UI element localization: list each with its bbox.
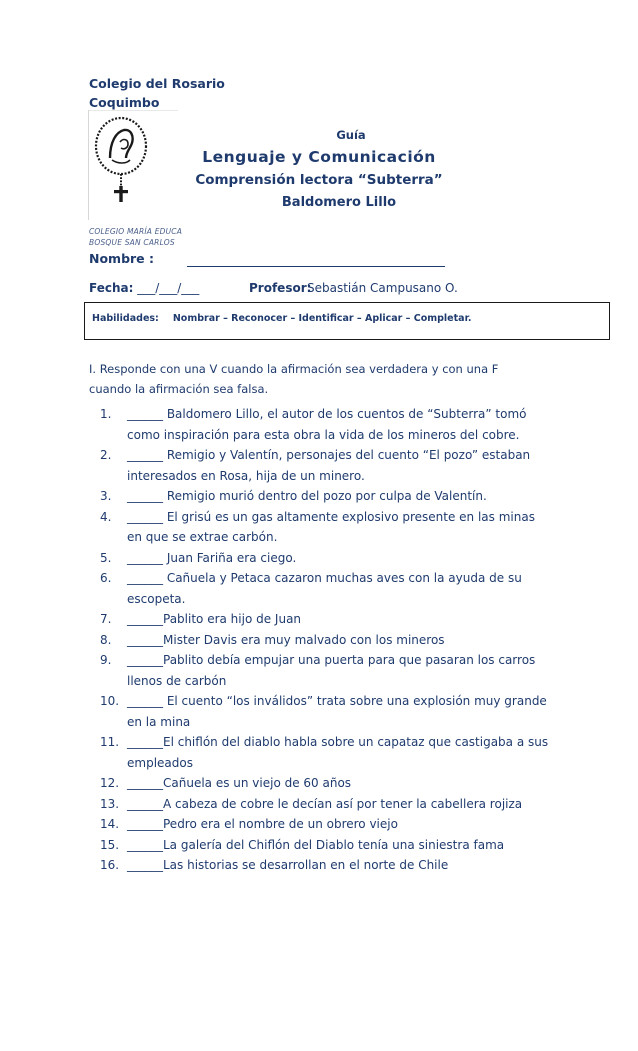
question-text[interactable]: ______Pablito era hijo de Juan [127,612,302,626]
question-text[interactable]: ______ El cuento “los inválidos” trata sobre una explosión muy grande en la mina [127,694,547,729]
logo-frame-left [88,110,89,220]
school-city: Coquimbo [89,95,160,110]
question-number: 6. [100,571,112,585]
question-text[interactable]: ______Pablito debía empujar una puerta para que pasaran los carros llenos de carbón [127,653,536,688]
question-item [100,445,550,486]
question-text[interactable]: ______Pedro era el nombre de un obrero viejo [127,817,398,831]
question-text[interactable]: ______El chiflón del diablo habla sobre un capataz que castigaba a sus empleados [127,735,549,770]
teacher-name: Sebastián Campusano O. [307,281,458,295]
question-number: 2. [100,448,112,462]
question-number: 5. [100,550,112,565]
question-text[interactable]: ______ Remigio murió dentro del pozo por culpa de Valentín. [127,489,487,503]
author-name: Baldomero Lillo [281,195,397,210]
question-text[interactable]: ______La galería del Chiflón del Diablo tenía una siniestra fama [127,837,505,852]
skills-box [84,302,610,340]
question-item [100,548,550,569]
question-text[interactable]: ______ Juan Fariña era ciego. [127,550,297,565]
name-field[interactable] [187,252,445,267]
question-number: 13. [100,796,120,811]
question-item [100,835,550,856]
question-text[interactable]: ______Cañuela es un viejo de 60 años [127,776,352,790]
date-label: Fecha: [89,281,134,295]
subject-title: Lenguaje y Comunicación [202,148,436,166]
true-false-list [100,404,550,876]
logo-caption-1: COLEGIO MARÍA EDUCA [89,227,183,236]
logo-caption-2: BOSQUE SAN CARLOS [89,238,175,247]
question-number: 10. [100,694,120,708]
question-text[interactable]: ______Mister Davis era muy malvado con los mineros [127,632,445,647]
question-number: 15. [100,837,120,852]
skills-list: Nombrar – Reconocer – Identificar – Aplicar – Completar. [172,313,472,324]
skills-line [92,313,472,324]
question-item [100,691,550,732]
question-item [100,630,550,651]
school-logo-icon [90,112,152,204]
topic-title: Comprensión lectora “Subterra” [195,172,443,188]
question-item [100,794,550,815]
question-number: 8. [100,632,112,647]
question-number: 3. [100,489,112,503]
question-item [100,609,550,630]
question-number: 4. [100,509,112,524]
question-item [100,814,550,835]
question-number: 16. [100,858,120,872]
date-field[interactable]: ___/___/___ [133,281,200,295]
question-item [100,732,550,773]
date-row [89,281,609,295]
question-number: 1. [100,407,112,421]
name-label: Nombre : [89,251,155,266]
name-row [89,251,154,266]
question-item [100,773,550,794]
question-text[interactable]: ______ Remigio y Valentín, personajes del cuento “El pozo” estaban interesados en Rosa, hija de un minero. [127,448,531,483]
question-number: 7. [100,612,112,626]
question-item [100,486,550,507]
question-number: 11. [100,735,120,749]
question-text[interactable]: ______ El grisú es un gas altamente explosivo presente en las minas en que se extrae carbón. [127,509,535,544]
question-item [100,568,550,609]
teacher-label: Profesor: [249,281,312,295]
question-number: 9. [100,653,112,667]
question-number: 14. [100,817,120,831]
question-text[interactable]: ______ Baldomero Lillo, el autor de los cuentos de “Subterra” tomó como inspiración para esta obra la vida de los mineros del cobre. [127,407,527,442]
question-item [100,404,550,445]
question-item [100,855,550,876]
logo-frame-top [88,110,178,111]
question-text[interactable]: ______ Cañuela y Petaca cazaron muchas aves con la ayuda de su escopeta. [127,571,522,606]
skills-label: Habilidades: [92,313,159,324]
instructions: I. Responde con una V cuando la afirmación sea verdadera y con una F cuando la afirmación sea falsa. [89,362,499,396]
guide-label: Guía [336,128,366,142]
school-name: Colegio del Rosario [89,76,225,91]
question-text[interactable]: ______Las historias se desarrollan en el norte de Chile [127,858,449,872]
question-text[interactable]: ______A cabeza de cobre le decían así por tener la cabellera rojiza [127,796,523,811]
question-item [100,507,550,548]
question-item [100,650,550,691]
question-number: 12. [100,776,120,790]
